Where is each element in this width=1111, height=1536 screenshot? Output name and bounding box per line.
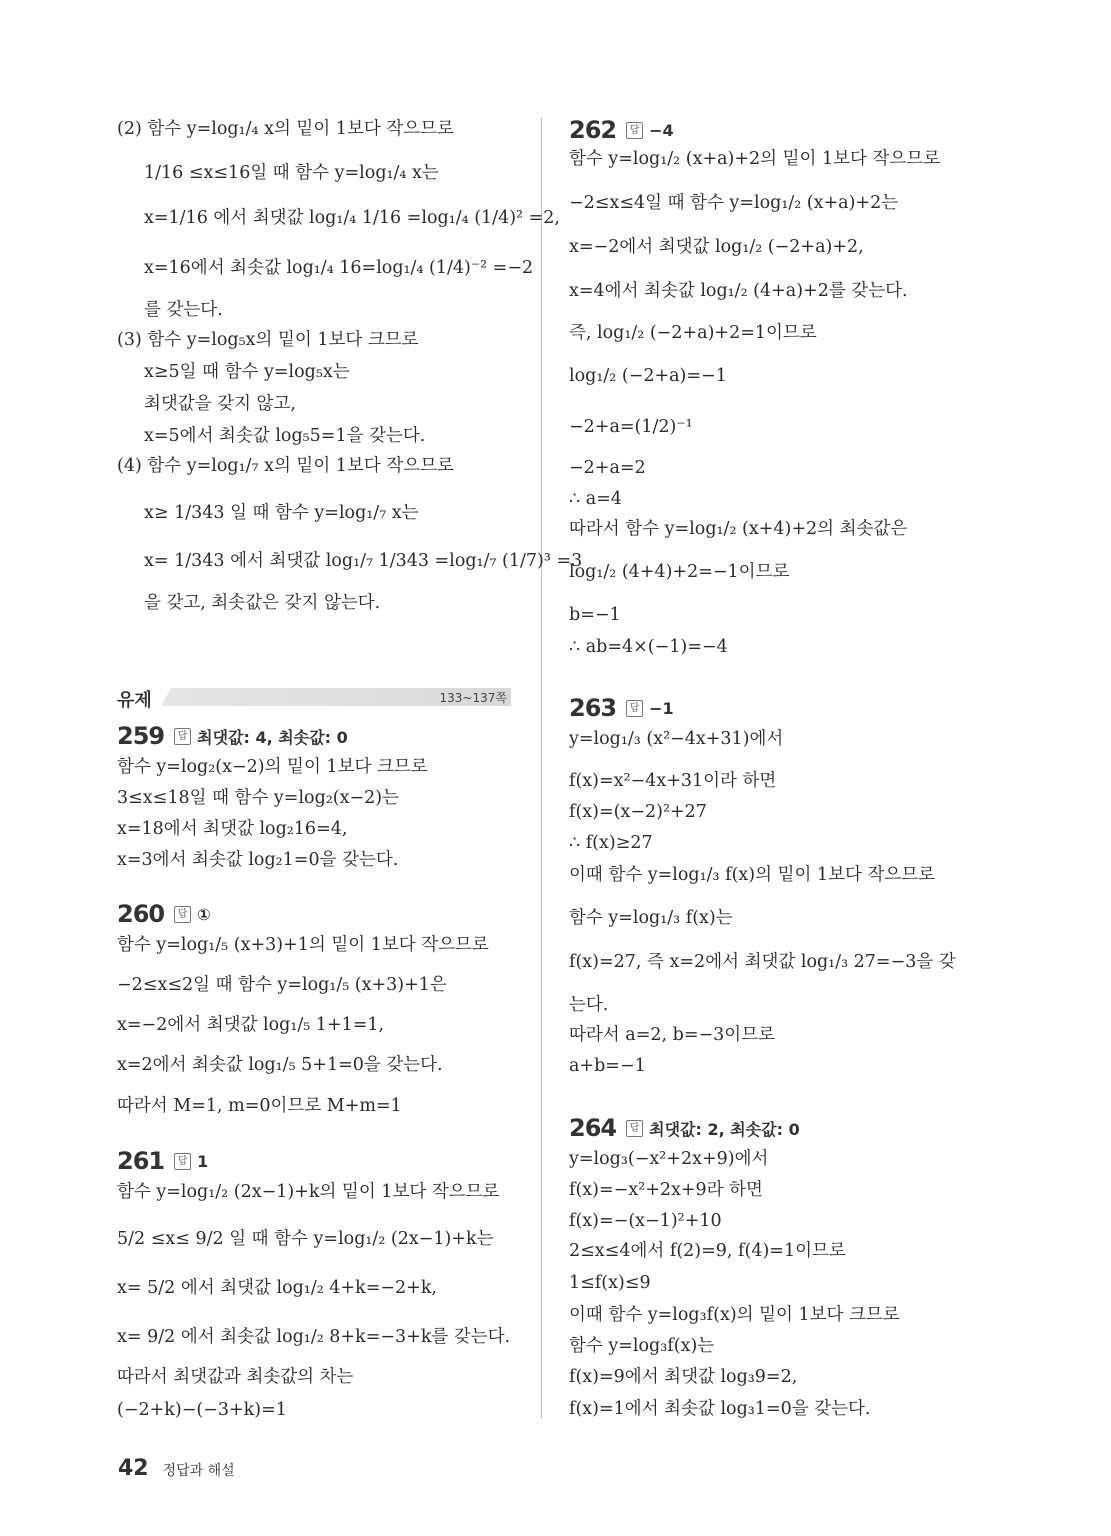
text-line: x=18에서 최댓값 log₂16=4, — [117, 819, 348, 839]
section-pages: 133~137쪽 — [439, 691, 507, 705]
text-line: ∴ ab=4×(−1)=−4 — [569, 637, 728, 657]
text-line: 이때 함수 y=log₃f(x)의 밑이 1보다 크므로 — [569, 1305, 900, 1325]
text-line: 함수 y=log₁/₅ (x+3)+1의 밑이 1보다 작으므로 — [117, 935, 489, 955]
column-divider — [541, 118, 542, 1418]
problem-header-260 — [117, 900, 211, 928]
text-line: (4) 함수 y=log₁/₇ x의 밑이 1보다 작으므로 — [117, 456, 454, 476]
text-line: f(x)=−x²+2x+9라 하면 — [569, 1180, 763, 1200]
text-line: f(x)=x²−4x+31이라 하면 — [569, 771, 777, 791]
footer-title: 정답과 해설 — [162, 1463, 235, 1479]
page-footer — [118, 1456, 235, 1481]
answer-value: ① — [197, 904, 211, 924]
problem-header-263 — [569, 694, 674, 722]
text-line: f(x)=1에서 최솟값 log₃1=0을 갖는다. — [569, 1399, 871, 1419]
text-line: x=4에서 최솟값 log₁/₂ (4+a)+2를 갖는다. — [569, 281, 908, 301]
answer-badge: 답 — [626, 700, 643, 717]
text-line: ∴ a=4 — [569, 489, 622, 509]
text-line: 함수 y=log₂(x−2)의 밑이 1보다 크므로 — [117, 757, 428, 777]
problem-number: 262 — [569, 116, 617, 144]
text-line: ∴ f(x)≥27 — [569, 833, 653, 853]
text-line: x=1/16 에서 최댓값 log₁/₄ 1/16 =log₁/₄ (1/4)² =2, — [144, 208, 560, 228]
text-line: −2+a=2 — [569, 458, 646, 478]
text-line: x=16에서 최솟값 log₁/₄ 16=log₁/₄ (1/4)⁻² =−2 — [144, 258, 534, 278]
answer-badge: 답 — [174, 906, 191, 923]
text-line: y=log₃(−x²+2x+9)에서 — [569, 1149, 769, 1169]
text-line: 1≤f(x)≤9 — [569, 1273, 651, 1293]
text-line: −2+a=(1/2)⁻¹ — [569, 417, 693, 437]
text-line: x=−2에서 최댓값 log₁/₂ (−2+a)+2, — [569, 237, 864, 257]
answer-badge: 답 — [626, 122, 643, 139]
text-line: 함수 y=log₃f(x)는 — [569, 1336, 715, 1356]
text-line: 는다. — [569, 995, 609, 1015]
text-line: (2) 함수 y=log₁/₄ x의 밑이 1보다 작으므로 — [117, 119, 454, 139]
problem-header-259 — [117, 722, 348, 750]
section-header — [117, 686, 511, 711]
page-number: 42 — [118, 1456, 149, 1481]
problem-number: 259 — [117, 722, 165, 750]
text-line: f(x)=27, 즉 x=2에서 최댓값 log₁/₃ 27=−3을 갖 — [569, 952, 956, 972]
problem-number: 260 — [117, 900, 165, 928]
text-line: y=log₁/₃ (x²−4x+31)에서 — [569, 729, 784, 749]
text-line: 따라서 a=2, b=−3이므로 — [569, 1025, 776, 1045]
answer-value: −1 — [649, 698, 674, 718]
text-line: 을 갖고, 최솟값은 갖지 않는다. — [144, 593, 381, 613]
text-line: 3≤x≤18일 때 함수 y=log₂(x−2)는 — [117, 788, 400, 808]
text-line: 5/2 ≤x≤ 9/2 일 때 함수 y=log₁/₂ (2x−1)+k는 — [117, 1229, 494, 1249]
text-line: 즉, log₁/₂ (−2+a)+2=1이므로 — [569, 323, 817, 343]
text-line: 따라서 최댓값과 최솟값의 차는 — [117, 1367, 354, 1387]
text-line: log₁/₂ (−2+a)=−1 — [569, 366, 727, 386]
text-line: x=2에서 최솟값 log₁/₅ 5+1=0을 갖는다. — [117, 1055, 443, 1075]
text-line: 함수 y=log₁/₃ f(x)는 — [569, 908, 733, 928]
text-line: −2≤x≤4일 때 함수 y=log₁/₂ (x+a)+2는 — [569, 193, 899, 213]
text-line: f(x)=9에서 최댓값 log₃9=2, — [569, 1367, 798, 1387]
problem-header-264 — [569, 1114, 800, 1142]
text-line: 2≤x≤4에서 f(2)=9, f(4)=1이므로 — [569, 1241, 846, 1261]
text-line: 함수 y=log₁/₂ (2x−1)+k의 밑이 1보다 작으므로 — [117, 1182, 500, 1202]
text-line: (3) 함수 y=log₅x의 밑이 1보다 크므로 — [117, 330, 419, 350]
text-line: 따라서 M=1, m=0이므로 M+m=1 — [117, 1096, 402, 1116]
problem-number: 261 — [117, 1147, 165, 1175]
text-line: a+b=−1 — [569, 1056, 646, 1076]
text-line: x≥5일 때 함수 y=log₅x는 — [144, 362, 350, 382]
text-line: x=5에서 최솟값 log₅5=1을 갖는다. — [144, 426, 426, 446]
answer-badge: 답 — [174, 728, 191, 745]
text-line: 를 갖는다. — [144, 300, 223, 320]
answer-badge: 답 — [626, 1120, 643, 1137]
answer-value: −4 — [649, 120, 674, 140]
text-line: x= 5/2 에서 최댓값 log₁/₂ 4+k=−2+k, — [117, 1278, 437, 1298]
text-line: f(x)=−(x−1)²+10 — [569, 1211, 722, 1231]
problem-number: 264 — [569, 1114, 617, 1142]
answer-badge: 답 — [174, 1153, 191, 1170]
text-line: x=3에서 최솟값 log₂1=0을 갖는다. — [117, 850, 399, 870]
text-line: x= 9/2 에서 최솟값 log₁/₂ 8+k=−3+k를 갖는다. — [117, 1327, 511, 1347]
text-line: −2≤x≤2일 때 함수 y=log₁/₅ (x+3)+1은 — [117, 975, 447, 995]
text-line: 1/16 ≤x≤16일 때 함수 y=log₁/₄ x는 — [144, 163, 439, 183]
problem-header-261 — [117, 1147, 208, 1175]
text-line: x=−2에서 최댓값 log₁/₅ 1+1=1, — [117, 1015, 385, 1035]
answer-value: 최댓값: 4, 최솟값: 0 — [197, 727, 348, 747]
text-line: 이때 함수 y=log₁/₃ f(x)의 밑이 1보다 작으므로 — [569, 865, 936, 885]
text-line: (−2+k)−(−3+k)=1 — [117, 1400, 287, 1420]
text-line: f(x)=(x−2)²+27 — [569, 802, 707, 822]
text-line: log₁/₂ (4+4)+2=−1이므로 — [569, 562, 790, 582]
text-line: x= 1/343 에서 최댓값 log₁/₇ 1/343 =log₁/₇ (1/7)³ =3 — [144, 551, 583, 571]
section-label: 유제 — [117, 690, 152, 711]
text-line: b=−1 — [569, 605, 621, 625]
text-line: 함수 y=log₁/₂ (x+a)+2의 밑이 1보다 작으므로 — [569, 149, 941, 169]
text-line: 따라서 함수 y=log₁/₂ (x+4)+2의 최솟값은 — [569, 519, 908, 539]
answer-value: 최댓값: 2, 최솟값: 0 — [649, 1119, 800, 1139]
text-line: x≥ 1/343 일 때 함수 y=log₁/₇ x는 — [144, 503, 419, 523]
text-line: 최댓값을 갖지 않고, — [144, 394, 296, 414]
problem-number: 263 — [569, 694, 617, 722]
problem-header-262 — [569, 116, 674, 144]
answer-value: 1 — [197, 1151, 209, 1171]
